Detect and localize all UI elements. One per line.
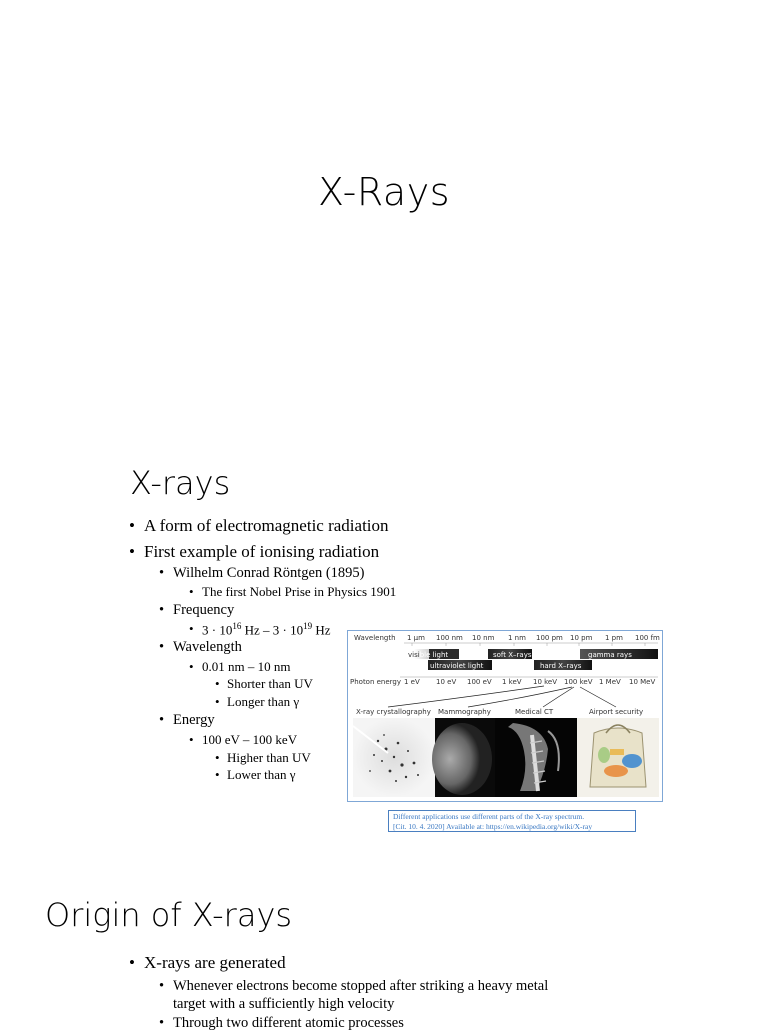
sub-bullet-wavelength-range: • 0.01 nm – 10 nm [202,659,290,675]
sub-bullet-shorter-uv: • Shorter than UV [227,676,313,692]
wavelength-tick: 100 pm [536,634,563,642]
band-ultraviolet-light: ultraviolet light [430,662,484,670]
energy-axis-label: Photon energy [350,678,402,686]
sub-bullet-longer-gamma: • Longer than γ [227,694,299,710]
app-xray-crystallography: X-ray crystallography [356,708,431,716]
bullet-ionising: • First example of ionising radiation [144,542,379,562]
slide-heading-origin: Origin of X-rays [45,896,293,934]
energy-tick: 1 keV [502,678,522,686]
medical-ct-image [495,718,577,797]
mammography-image [432,718,495,797]
wavelength-tick-labels [407,634,660,642]
bullet-xrays-generated: • X-rays are generated [144,953,286,973]
band-visible-light-part: visi [408,651,420,659]
caption-line-1: Different applications use different parts of the X-ray spectrum. [393,812,585,821]
energy-tick: 10 eV [436,678,457,686]
sub-bullet-energy-range: • 100 eV – 100 keV [202,732,297,748]
app-medical-ct: Medical CT [515,708,554,716]
band-visible-light-part: ble [419,651,431,659]
sub-bullet-electrons-stopped [173,977,548,1013]
band-hard-xrays: hard X–rays [540,662,582,670]
sub-bullet-frequency: • Frequency [173,602,234,619]
wavelength-tick: 1 pm [605,634,623,642]
energy-tick: 10 keV [533,678,558,686]
energy-tick-labels [404,678,655,686]
bullet-electromagnetic: • A form of electromagnetic radiation [144,516,389,536]
sub-bullet-energy: • Energy [173,712,215,729]
sub-bullet-atomic-processes: • Through two different atomic processes [173,1015,404,1032]
sub-bullet-lower-gamma: • Lower than γ [227,767,296,783]
sub-bullet-frequency-range: • $3 \cdot 10^{16}$ $Hz - 3 \cdot 10^{19}$ Hz [202,621,331,638]
crystallography-image [353,718,435,797]
sub-bullet-electrons-line-2: target with a sufficiently high velocity [173,996,395,1012]
energy-tick: 100 eV [467,678,492,686]
sub-bullet-higher-uv: • Higher than UV [227,750,311,766]
energy-tick: 10 MeV [629,678,656,686]
band-soft-xrays: soft X–rays [493,651,532,659]
slide-title: X-Rays [318,170,450,214]
energy-tick: 1 eV [404,678,420,686]
wavelength-tick: 1 µm [407,634,425,642]
airport-security-image [577,718,659,797]
caption-line-2: [Cit. 10. 4. 2020] Available at: https://en.wikipedia.org/wiki/X-ray [393,822,593,831]
energy-tick: 1 MeV [599,678,621,686]
band-visible-light [408,651,448,659]
wavelength-tick: 100 nm [436,634,463,642]
slide-heading-xrays: X-rays [130,464,231,502]
sub-bullet-wilhelm: • Wilhelm Conrad Röntgen (1895) [173,565,365,582]
wavelength-tick: 1 nm [508,634,526,642]
band-gamma-rays: gamma rays [588,651,632,659]
figure-caption [388,810,636,832]
energy-tick: 100 keV [564,678,593,686]
sub-bullet-wavelength: • Wavelength [173,639,242,656]
sub-bullet-electrons-line-1: • Whenever electrons become stopped after striking a heavy metal [173,978,549,994]
xray-spectrum-figure [347,630,663,802]
app-airport-security: Airport security [589,708,644,716]
wavelength-tick: 10 nm [472,634,495,642]
wavelength-axis-label: Wavelength [354,634,396,642]
band-visible-light-part: light [430,651,449,659]
wavelength-tick: 10 pm [570,634,593,642]
sub-bullet-nobel: • The first Nobel Prise in Physics 1901 [202,584,396,600]
wavelength-tick: 100 fm [635,634,660,642]
app-mammography: Mammography [438,708,491,716]
